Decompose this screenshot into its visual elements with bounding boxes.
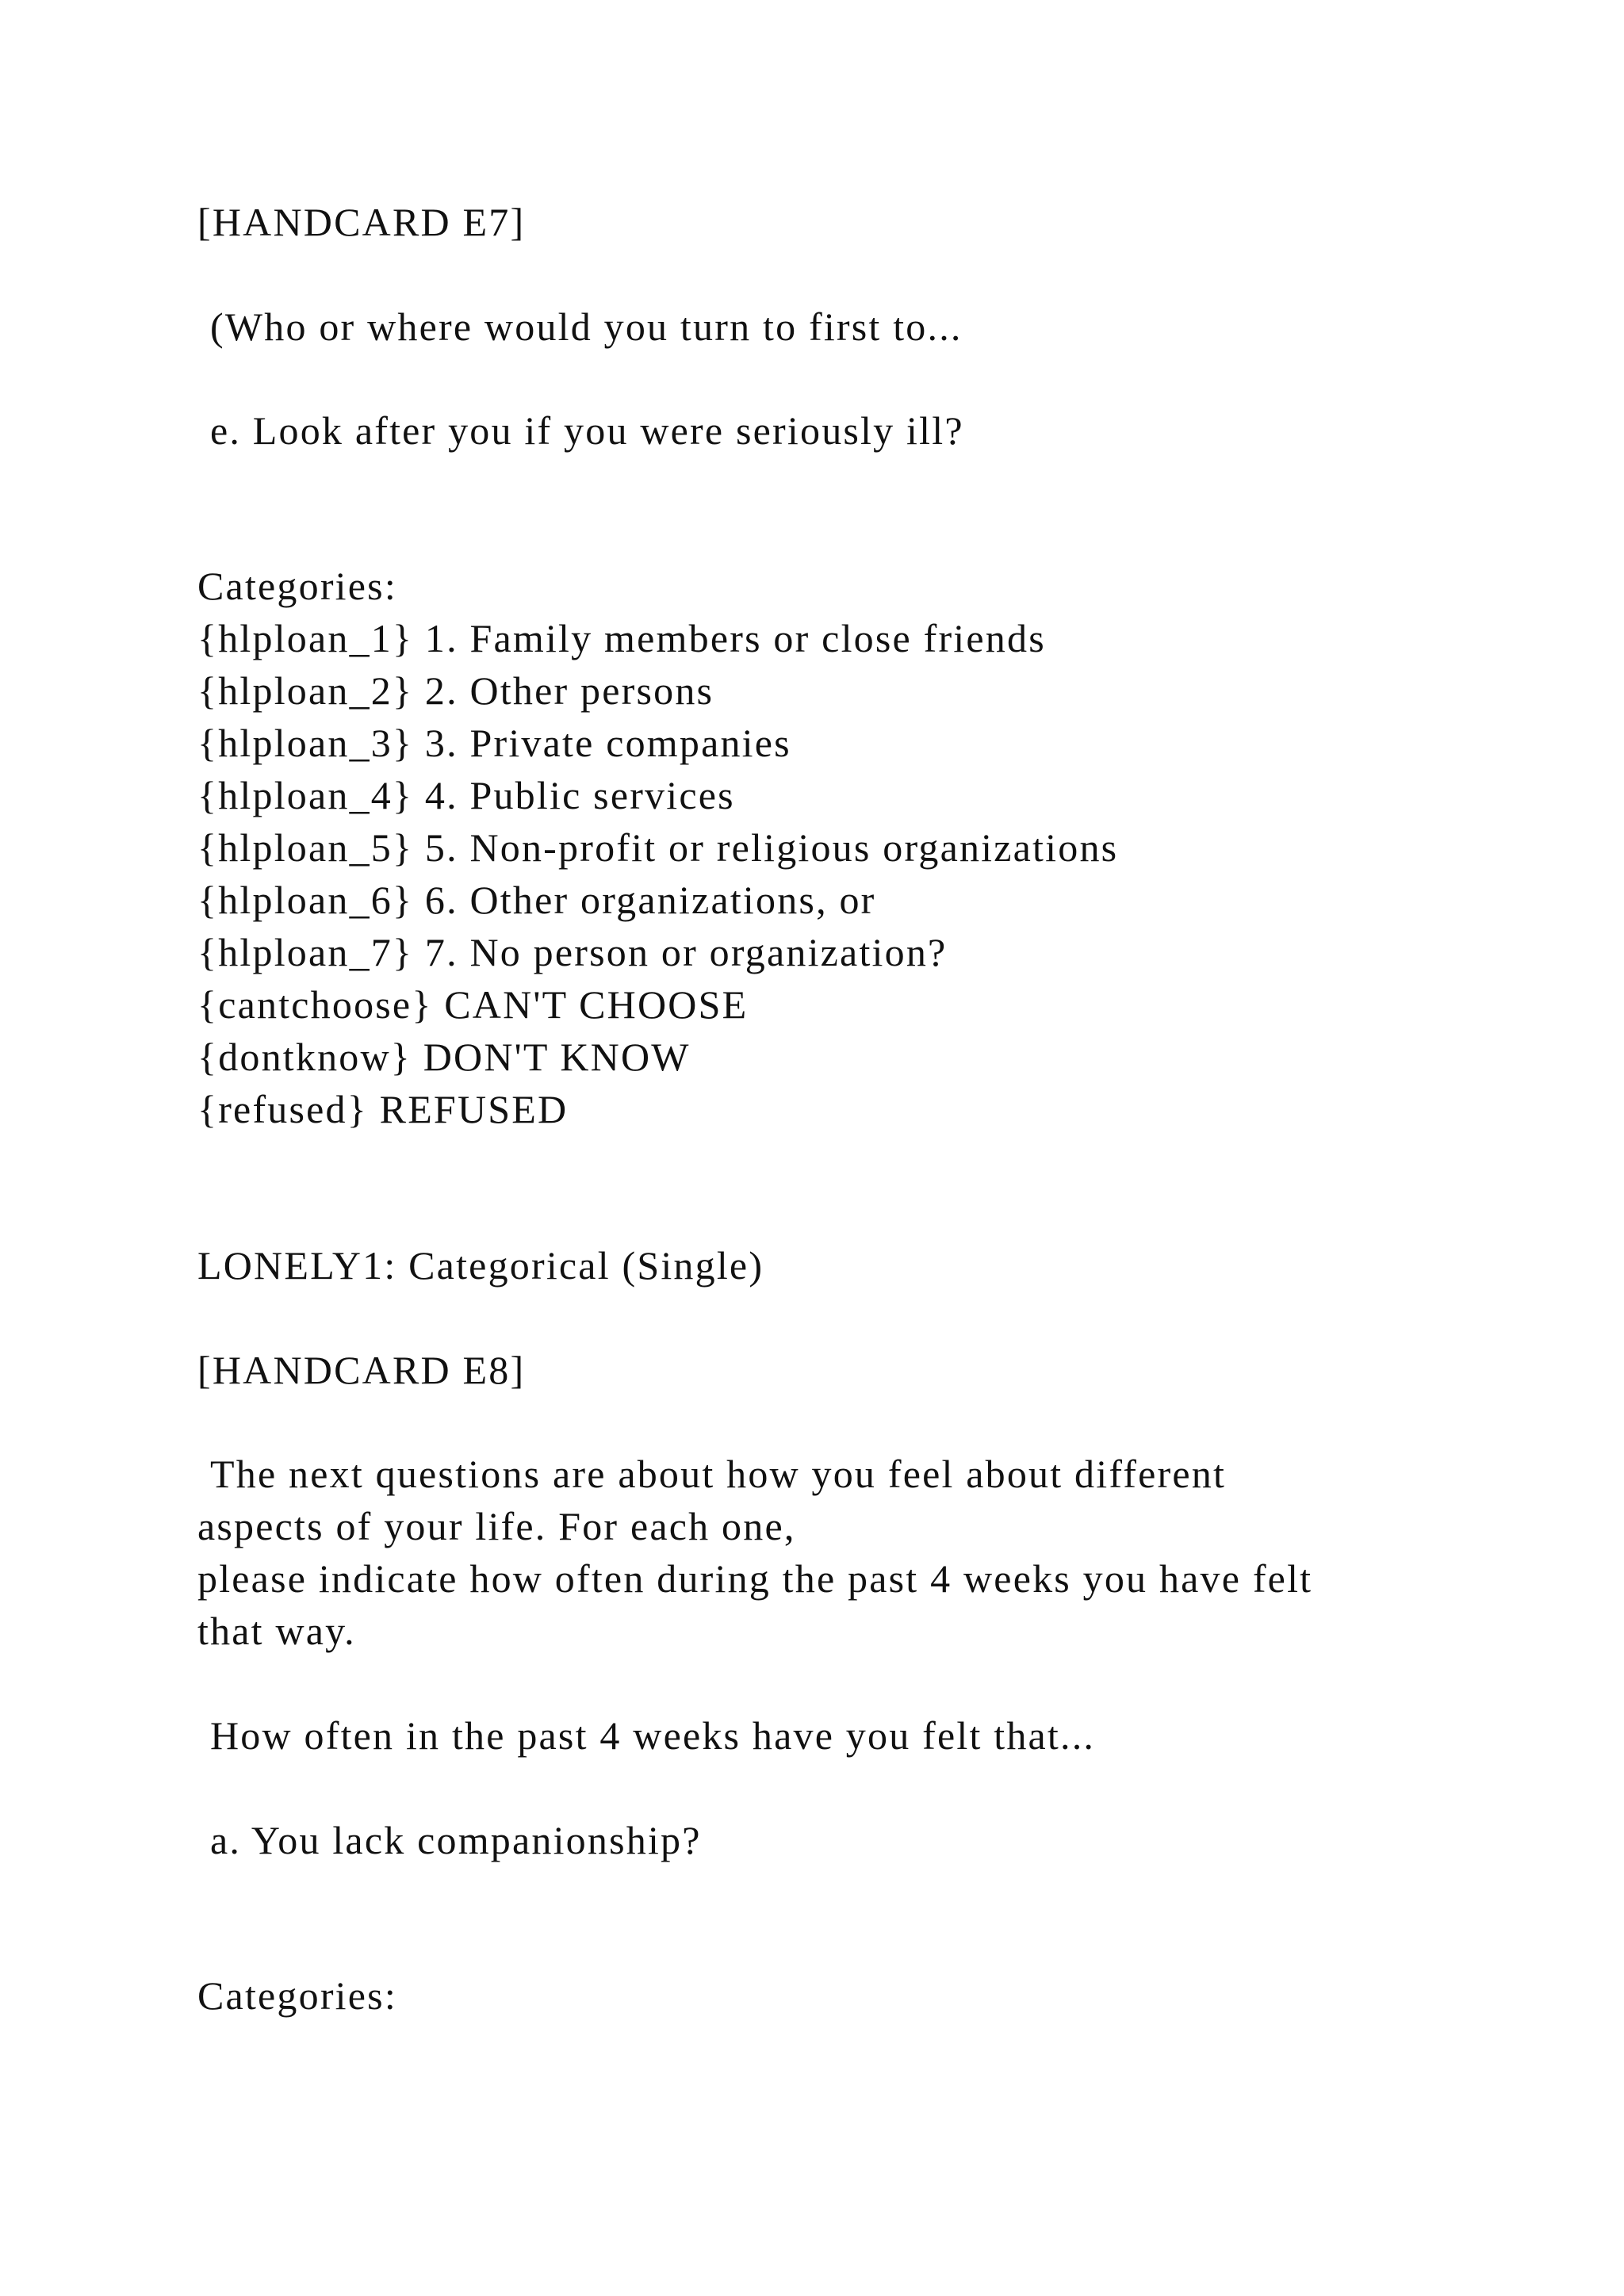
question-item-e: e. Look after you if you were seriously ill? (210, 408, 964, 453)
categories-heading: Categories: (197, 564, 397, 608)
intro-paragraph-line: that way. (197, 1609, 356, 1653)
category-item: {hlploan_7} 7. No person or organization? (197, 930, 948, 974)
category-item: {hlploan_2} 2. Other persons (197, 668, 714, 713)
handcard-e8-label: [HANDCARD E8] (197, 1348, 526, 1392)
question-prompt: How often in the past 4 weeks have you felt that... (210, 1713, 1096, 1758)
category-item: {hlploan_5} 5. Non-profit or religious organizations (197, 825, 1119, 870)
question-item-a: a. You lack companionship? (210, 1818, 702, 1862)
category-item: {cantchoose} CAN'T CHOOSE (197, 982, 749, 1027)
category-item: {refused} REFUSED (197, 1087, 569, 1131)
category-item: {hlploan_6} 6. Other organizations, or (197, 878, 876, 922)
category-item: {dontknow} DON'T KNOW (197, 1035, 691, 1079)
variable-heading: LONELY1: Categorical (Single) (197, 1243, 764, 1288)
handcard-e7-label: [HANDCARD E7] (197, 200, 526, 244)
intro-paragraph-line: please indicate how often during the past 4 weeks you have felt (197, 1556, 1313, 1601)
categories-heading: Categories: (197, 1973, 397, 2018)
category-item: {hlploan_3} 3. Private companies (197, 721, 791, 765)
category-item: {hlploan_1} 1. Family members or close friends (197, 616, 1046, 660)
intro-paragraph-line: aspects of your life. For each one, (197, 1504, 796, 1548)
category-item: {hlploan_4} 4. Public services (197, 773, 735, 817)
intro-paragraph-line: The next questions are about how you feel about different (210, 1452, 1227, 1496)
question-prompt: (Who or where would you turn to first to... (210, 304, 963, 349)
